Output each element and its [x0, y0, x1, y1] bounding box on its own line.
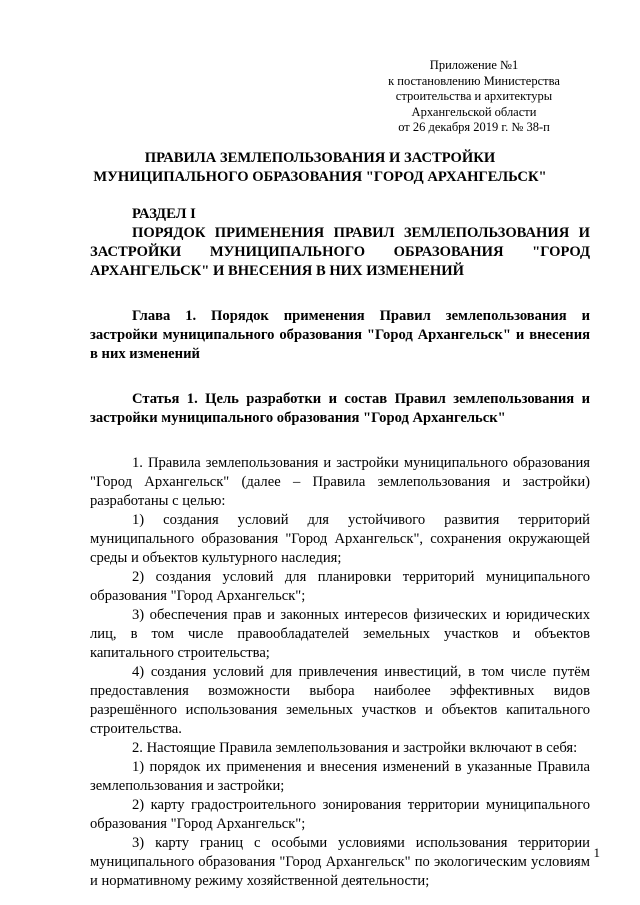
paragraph-9: 3) карту границ с особыми условиями использования территории муниципального образования "Город Архангельск" по экологическим условиям и нормативному режиму хозяйственной деятельности; — [90, 835, 590, 889]
paragraph-8: 2) карту градостроительного зонирования территории муниципального образования "Город Архангельск"; — [90, 797, 590, 832]
appendix-line-4: Архангельской области — [411, 104, 537, 119]
appendix-line-5: от 26 декабря 2019 г. № 38-п — [398, 120, 550, 134]
paragraph-3: 2) создания условий для планировки территорий муниципального образования "Город Архангельск"; — [90, 569, 590, 604]
article-heading: Статья 1. Цель разработки и состав Правил землепользования и застройки муниципального образования "Город Архангельск" — [90, 391, 590, 426]
chapter-heading: Глава 1. Порядок применения Правил землепользования и застройки муниципального образования "Город Архангельск" и внесения в них изменений — [90, 308, 590, 362]
paragraph-7: 1) порядок их применения и внесения изменений в указанные Правила землепользования и застройки; — [90, 759, 590, 794]
paragraph-4: 3) обеспечения прав и законных интересов физических и юридических лиц, в том числе правообладателей земельных участков и объектов капитального строительства; — [90, 607, 590, 661]
appendix-header — [354, 58, 594, 136]
document-title — [60, 149, 580, 187]
document-body — [90, 205, 590, 891]
paragraph-6: 2. Настоящие Правила землепользования и застройки включают в себя: — [132, 740, 578, 756]
section-title: ПОРЯДОК ПРИМЕНЕНИЯ ПРАВИЛ ЗЕМЛЕПОЛЬЗОВАНИЯ И ЗАСТРОЙКИ МУНИЦИПАЛЬНОГО ОБРАЗОВАНИЯ "ГОРОД АРХАНГЕЛЬСК" И ВНЕСЕНИЯ В НИХ ИЗМЕНЕНИЙ — [90, 225, 590, 279]
appendix-line-3: строительства и архитектуры — [395, 89, 553, 103]
paragraph-1: 1. Правила землепользования и застройки муниципального образования "Город Архангельск" (далее – Правила землепользования и застройки) разработаны с целью: — [90, 455, 590, 509]
document-title-line-2: МУНИЦИПАЛЬНОГО ОБРАЗОВАНИЯ "ГОРОД АРХАНГЕЛЬСК" — [93, 169, 547, 185]
paragraph-5: 4) создания условий для привлечения инвестиций, в том числе путём предоставления возможности выбора наиболее эффективных видов разрешённого использования земельных участков и объектов капитального строительства. — [90, 664, 590, 737]
appendix-line-2: к постановлению Министерства — [388, 73, 560, 88]
section-label: РАЗДЕЛ I — [132, 206, 196, 222]
appendix-line-1: Приложение №1 — [429, 58, 519, 72]
page-number: 1 — [593, 845, 600, 860]
paragraph-2: 1) создания условий для устойчивого развития территорий муниципального образования "Город Архангельск", сохранения окружающей среды и объектов культурного наследия; — [90, 512, 590, 566]
document-title-line-1: ПРАВИЛА ЗЕМЛЕПОЛЬЗОВАНИЯ И ЗАСТРОЙКИ — [144, 150, 496, 166]
